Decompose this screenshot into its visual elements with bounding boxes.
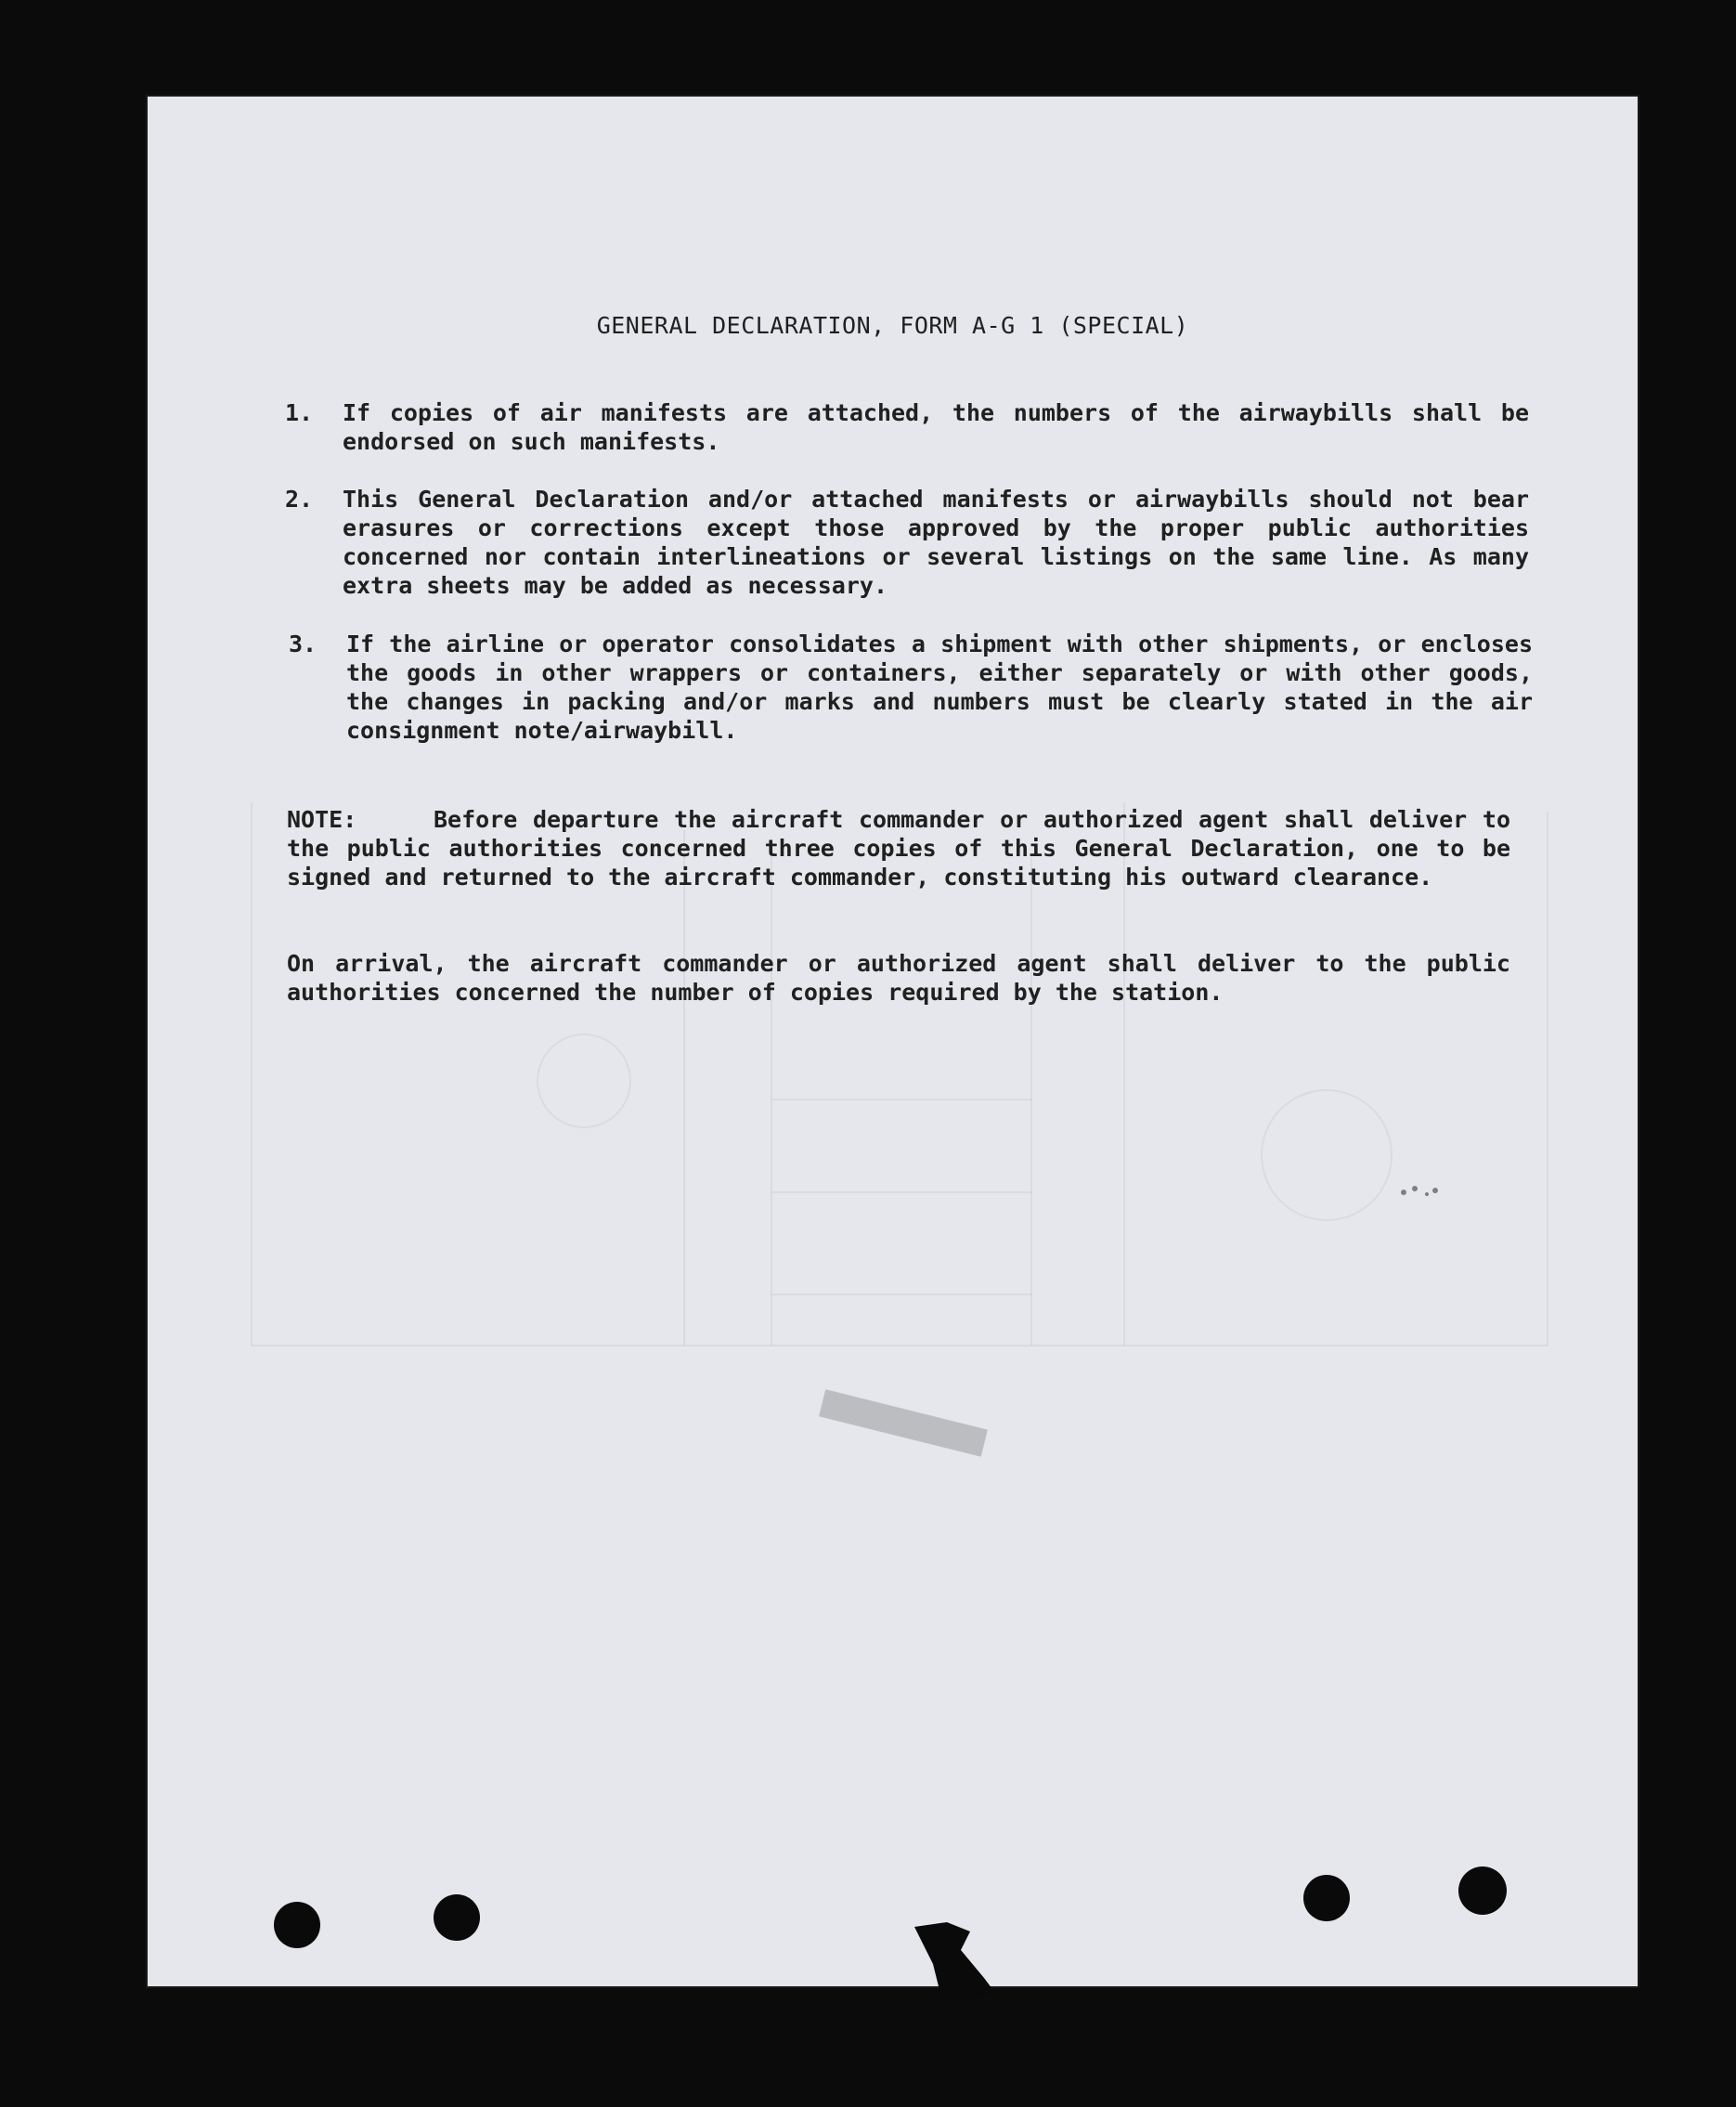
binding-clip-mark bbox=[905, 1922, 1017, 2006]
item-number: 3. bbox=[289, 631, 317, 657]
punch-hole-right-2 bbox=[1458, 1866, 1507, 1915]
arrival-note bbox=[287, 949, 1510, 1007]
punch-hole-right-1 bbox=[1303, 1875, 1350, 1921]
item-number: 2. bbox=[285, 486, 314, 513]
declaration-content bbox=[148, 97, 1638, 1986]
document-title: GENERAL DECLARATION, FORM A-G 1 (SPECIAL) bbox=[596, 312, 1189, 339]
note-label: NOTE: bbox=[287, 806, 357, 833]
item-number: 1. bbox=[285, 399, 314, 426]
instruction-item-3 bbox=[289, 630, 1533, 745]
item-text: This General Declaration and/or attached manifests or airwaybills should not bear erasures or corrections except those approved by the proper public authorities concerned nor contain interlineations or several listings on the same line. As many extra sheets may be added as necessary. bbox=[343, 486, 1529, 599]
punch-hole-left-2 bbox=[434, 1894, 480, 1941]
instruction-item-2 bbox=[285, 485, 1529, 600]
note-text: Before departure the aircraft commander or authorized agent shall deliver to the public authorities concerned three copies of this General Declaration, one to be signed and returned to the aircraft commander, constituting his outward clearance. bbox=[287, 806, 1510, 891]
document-page bbox=[148, 97, 1638, 1986]
instruction-item-1 bbox=[285, 398, 1529, 456]
arrival-text: On arrival, the aircraft commander or authorized agent shall deliver to the public authorities concerned the number of copies required by the station. bbox=[287, 950, 1510, 1006]
item-text: If the airline or operator consolidates a shipment with other shipments, or encloses the goods in other wrappers or containers, either separately or with other goods, the changes in packing and/or marks and numbers must be clearly stated in the air consignment note/airwaybill. bbox=[346, 631, 1533, 744]
punch-hole-left-1 bbox=[274, 1902, 320, 1948]
departure-note bbox=[287, 805, 1510, 891]
item-text: If copies of air manifests are attached, the numbers of the airwaybills shall be endorsed on such manifests. bbox=[343, 399, 1529, 455]
